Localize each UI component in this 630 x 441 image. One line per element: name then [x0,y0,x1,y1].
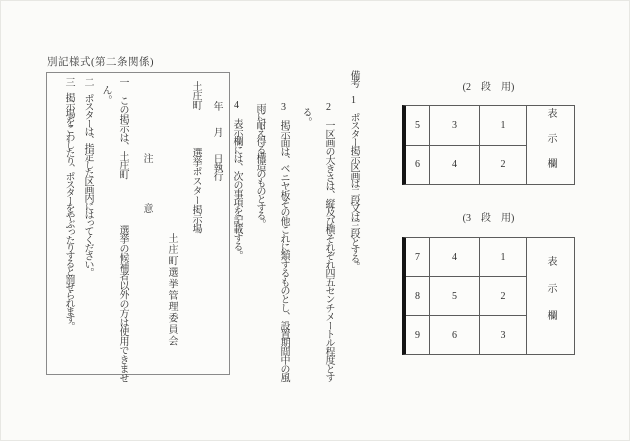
table-row [406,277,527,316]
panel-number-cell: 2 [480,277,527,315]
table-row [406,106,527,146]
notice-item-1-wrap: ん。 [100,85,111,105]
display-column-label: 表示欄 [545,107,556,183]
notice-item-3: 三 掲示場をこわしたり、ポスターをやぶったりすると罰せられます。 [63,77,74,330]
notice-heading: 注 意 [141,153,152,213]
election-date-line: 年 月 日執行 [211,101,222,181]
panel-number-cell: 3 [480,316,527,354]
panel-number-cell: 8 [406,277,430,315]
remarks-item-2: 2 一区画の大きさは、縦及び横それぞれ四五センチメートル程度とす [323,102,334,382]
table-caption-3-rows: (3 段 用) [462,213,515,224]
panel-number-cell: 5 [430,277,480,315]
panel-number-cell: 9 [406,316,430,354]
poster-board-title: 土庄町 選挙ポスター掲示場 [190,81,201,233]
remarks-item-2-wrap: る。 [300,107,311,127]
table-row [406,316,527,354]
remarks-item-3: 3 掲示面は、ベニヤ板その他これに類するものとし、設置期間中の風 [278,102,289,382]
display-column-cell [527,238,574,354]
form-style-label: 別記様式(第二条関係) [47,57,154,68]
panel-number-cell: 6 [406,146,430,185]
table-row [406,238,527,277]
panel-number-cell: 7 [406,238,430,276]
table-caption-2-rows: (2 段 用) [462,82,515,93]
panel-number-cell: 5 [406,106,430,145]
notice-item-1: 一 この掲示は、土庄町 選挙の候補者以外の方は使用できませ [117,77,128,383]
remarks-heading-and-item-1: 備考 1 ポスター掲示区画は二段又は三段とする。 [348,70,359,271]
diagram-grid [406,106,527,184]
panel-number-cell: 1 [480,238,527,276]
panel-number-cell: 4 [430,146,480,185]
display-column-label: 表示欄 [545,255,556,337]
election-committee-signature: 土庄町選挙管理委員会 [166,233,177,347]
remarks-item-4: 4 表示欄には、次の事項を記載する。 [231,100,242,260]
panel-number-cell: 3 [430,106,480,145]
notice-item-2: 二 ポスターは、指定した区画内にはってください。 [82,77,93,277]
panel-number-cell: 1 [480,106,527,145]
poster-board-diagram-3-rows [402,237,575,355]
poster-notice-box [46,72,230,383]
remarks-item-3-wrap: 雨に耐え得る構造のものとする。 [254,103,265,228]
panel-number-cell: 6 [430,316,480,354]
display-column-cell [527,106,574,184]
panel-number-cell: 2 [480,146,527,185]
diagram-grid [406,238,527,354]
panel-number-cell: 4 [430,238,480,276]
table-row [406,146,527,185]
poster-board-diagram-2-rows [402,105,575,185]
